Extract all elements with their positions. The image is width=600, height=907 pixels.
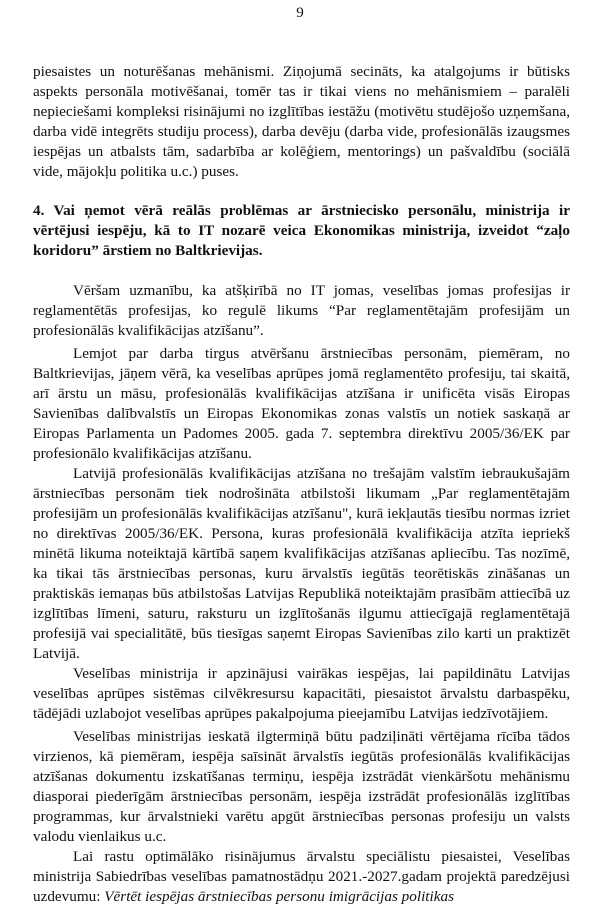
- paragraph-pamatnostadnes: [33, 847, 570, 907]
- paragraph-ilgtermina-ricība: Veselības ministrijas ieskatā ilgtermiņā būtu padziļināti vērtējama rīcība tādos virzienos, kā piemēram, iespēja saīsināt ārvalstīs iegūtās profesionālās kvalifikācijas atzīšanas dokumentu izskatīšanas termiņu, iespēja izstrādāt vienkāršotu mehānismu diasporai piederīgām ārstniecības personām, iespēja izstrādāt profesionālās izglītības programmas, kur ārvalstnieki varētu apgūt ārstniecības personas profesiju un valsts valodu vienlaikus u.c.: [33, 728, 570, 845]
- paragraph-kvalifikacijas-atzisana: Latvijā profesionālās kvalifikācijas atzīšana no trešajām valstīm iebraukušajām ārstniecības personām tiek nodrošināta atbilstoši likumam „Par reglamentētajām profesijām un profesionālās kvalifikācijas atzīšanu", kurā iekļautās tiesību normas izriet no direktīvas 2005/36/EK. Persona, kuras profesionālā kvalifikācija atzīta iepriekš minētā likuma noteiktajā kārtībā saņem kvalifikācijas atzīšanas apliecību. Tas nozīmē, ka tikai tās ārstniecības personas, kuru ārvalstīs iegūtās teorētiskās zināšanas un praktiskās iemaņas būs atbilstošas Latvijas Republikā noteiktajām prasībām attiecībā uz izglītības līmeni, saturu, raksturu un izglītošanās ilgumu attiecīgajā reglamentētajā profesijā vai specialitātē, būs tiesīgas saņemt Eiropas Savienības zilo karti un praktizēt Latvijā.: [33, 465, 570, 662]
- paragraph-pamatnostadnes-italic: Vērtēt iespējas ārstniecības personu imigrācijas politikas: [104, 888, 454, 905]
- paragraph-darba-tirgus: Lemjot par darba tirgus atvēršanu ārstniecības personām, piemēram, no Baltkrievijas, jāņem vērā, ka veselības aprūpes jomā reglamentēto profesiju, tai skaitā, arī ārstu un māsu, profesionālās kvalifikācijas atzīšana ir unificēta visās Eiropas Savienības dalībvalstīs un Eiropas Ekonomikas zonas valstīs un notiek saskaņā ar Eiropas Parlamenta un Padomes 2005. gada 7. septembra direktīvu 2005/36/EK par profesionālo kvalifikācijas atzīšanu.: [33, 345, 570, 462]
- paragraph-continuation: piesaistes un noturēšanas mehānismi. Ziņojumā secināts, ka atalgojums ir būtisks aspekts personāla motivēšanai, tomēr tas ir tikai viens no mehānismiem – paralēli nepieciešami kompleksi risinājumi no izglītības iestāžu (motivētu studējošo uzņemšana, darba vidē integrēts studiju process), darba devēju (darba vide, profesionālās izaugsmes iespējas un atbalsts tām, sadarbība ar kolēģiem, mentorings) un pašvaldību (sociālā vide, mājokļu politika u.c.) puses.: [33, 63, 570, 180]
- document-body: [33, 62, 570, 907]
- paragraph-ministrijas-iespejas: Veselības ministrija ir apzinājusi vairākas iespējas, lai papildinātu Latvijas veselības aprūpes sistēmas cilvēkresursu kapacitāti, piesaistot ārvalstu darbaspēku, tādējādi uzlabojot veselības aprūpes pakalpojuma pieejamību Latvijas iedzīvotājiem.: [33, 665, 570, 722]
- paragraph-reglamentetas-profesijas: Vēršam uzmanību, ka atšķirībā no IT jomas, veselības jomas profesijas ir reglamentētās profesijas, ko regulē likums “Par reglamentētajām profesijām un profesionālās kvalifikācijas atzīšanu”.: [33, 282, 570, 339]
- page-number: 9: [296, 5, 304, 21]
- paragraph-pamatnostadnes-text: Lai rastu optimālāko risinājumus ārvalstu speciālistu piesaistei, Veselības ministrija Sabiedrības veselības pamatnostādņu 2021.-2027.gadam projektā paredzējusi uzdevumu:: [33, 848, 570, 905]
- question-heading: 4. Vai ņemot vērā reālās problēmas ar ārstniecisko personālu, ministrija ir vērtējusi iespēju, kā to IT nozarē veica Ekonomikas ministrija, izveidot “zaļo koridoru” ārstiem no Baltkrievijas.: [33, 202, 570, 259]
